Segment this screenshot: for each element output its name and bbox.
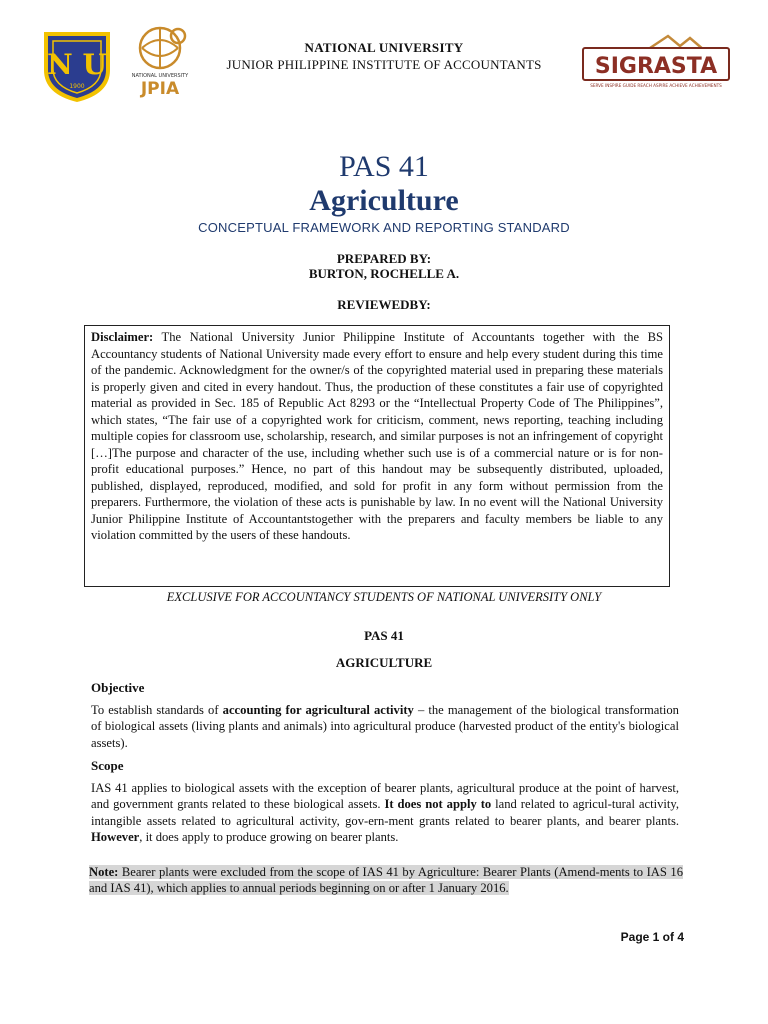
prepared-by-label: PREPARED BY: [336,251,432,266]
jpia-logo-big: JPIA [140,79,180,98]
scope-paragraph [91,780,679,846]
sigrasta-logo-name: SIGRASTA [594,54,718,79]
disclaimer-text: The National University Junior Philippine Institute of Accountants together with the BS Accountancy students of National University made every effort to ensure and help every student during this time of the pandemic. Acknowledgment for the owner/s of the copyrighted material used in preparing these materials is properly given and cited in every handout. Thus, the production of these constitutes a fair use of copyrighted material as provided in Sec. 185 of Republic Act 8293 or the “Intellectual Property Code of The Philippines”, which states, “The fair use of a copyrighted work for criticism, comment, news reporting, teaching including multiple copies for classroom use, scholarship, research, and similar purposes is not an infringement of copyright […]The purpose and character of the use, including whether such use is of a commercial nature or is for non-profit educational purposes.” Hence, no part of this handout may be subsequently distributed, uploaded, published, displayed, reproduced, modified, and sold for profit in any form without permission from the preparers. Furthermore, the violation of these acts is punishable by law. In no event will the National University Junior Philippine Institute of Accountantstogether with the preparers and faculty members be liable to any violation committed by the users of these handouts. [91,330,663,542]
section-pas: PAS 41 [364,628,404,643]
page-number: Page 1 of 4 [620,930,684,944]
objective-paragraph [91,702,679,751]
note-paragraph [89,864,683,897]
doc-framework-line: CONCEPTUAL FRAMEWORK AND REPORTING STANDARD [198,220,570,235]
objective-text-pre: To establish standards of [91,703,223,717]
header-university: NATIONAL UNIVERSITY [304,40,464,55]
scope-text-2: land related to agricul-tural activity, intangible assets related to agricultural activity, gov-ern-ment grants related to bearer plants, and bearer plants. [91,797,679,828]
scope-heading: Scope [91,758,124,773]
sigrasta-logo-tagline: SERVE INSPIRE GUIDE REACH ASPIRE ACHIEVE ACHIEVEMENTS [590,83,722,88]
disclaimer-label: Disclaimer: [91,330,154,344]
reviewed-by-label: REVIEWEDBY: [337,297,431,312]
prepared-by-name: BURTON, ROCHELLE A. [308,266,460,281]
doc-subtitle: Agriculture [309,184,459,217]
header-org: JUNIOR PHILIPPINE INSTITUTE OF ACCOUNTANTS [226,57,542,72]
scope-text-1: IAS 41 applies to biological assets with the exception of bearer plants, agricultural produce at the point of harvest, and government grants related to these biological assets. [91,781,679,812]
jpia-logo-small: NATIONAL UNIVERSITY [131,73,189,79]
scope-text-3: , it does apply to produce growing on bearer plants. [139,830,399,845]
note-label: Note: [89,865,119,879]
objective-heading: Objective [91,680,145,695]
objective-text-post: – the management of the biological transformation of biological assets (living plants and animals) into agricultural produce (harvested product of the entity's biological assets). [91,703,679,750]
disclaimer-box [84,325,670,587]
exclusive-notice: EXCLUSIVE FOR ACCOUNTANCY STUDENTS OF NATIONAL UNIVERSITY ONLY [166,590,602,604]
nu-seal-year: 1900 [69,83,85,90]
objective-text-bold: accounting for agricultural activity [222,703,414,717]
note-text: Bearer plants were excluded from the scope of IAS 41 by Agriculture: Bearer Plants (Amend-ments to IAS 16 and IAS 41), which applies to annual periods beginning on or after 1 January 2016. [89,865,683,896]
doc-title: PAS 41 [339,150,429,183]
nu-seal-letters: N U [47,48,107,81]
section-name: AGRICULTURE [335,655,433,670]
scope-text-bold-2: However [91,830,140,845]
scope-text-bold-1: It does not apply to [384,797,492,812]
